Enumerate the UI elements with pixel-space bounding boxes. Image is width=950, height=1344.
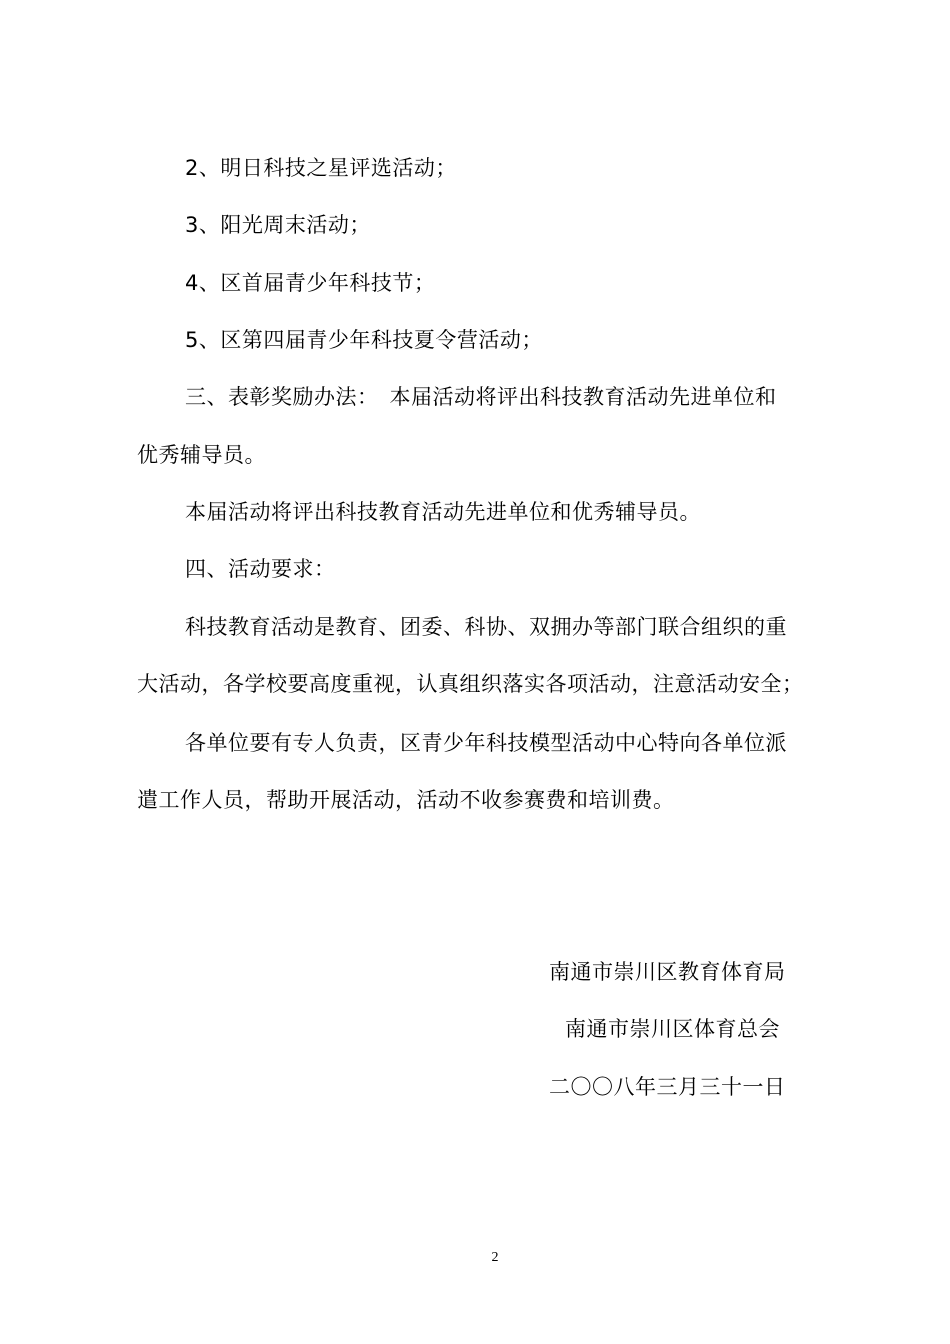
page-number: 2 [491, 1250, 499, 1265]
section3-heading-line: 三、表彰奖励办法： 本届活动将评出科技教育活动先进单位和 [185, 385, 777, 409]
section4-heading: 四、活动要求： [185, 557, 336, 581]
section3-repeat-paragraph: 本届活动将评出科技教育活动先进单位和优秀辅导员。 [185, 500, 701, 524]
section4-paragraph1-line2: 大活动，各学校要高度重视，认真组织落实各项活动，注意活动安全； [137, 672, 804, 696]
list-item-2: 2、明日科技之星评选活动； [185, 156, 457, 180]
section4-paragraph2-line2: 遣工作人员，帮助开展活动，活动不收参赛费和培训费。 [137, 788, 675, 812]
list-item-5: 5、区第四届青少年科技夏令营活动； [185, 328, 543, 352]
list-item-3: 3、阳光周末活动； [185, 213, 371, 237]
section4-paragraph1-line1: 科技教育活动是教育、团委、科协、双拥办等部门联合组织的重 [185, 615, 787, 639]
list-item-4: 4、区首届青少年科技节； [185, 271, 436, 295]
signature-date: 二〇〇八年三月三十一日 [549, 1075, 786, 1099]
section3-line2: 优秀辅导员。 [137, 443, 266, 467]
signature-org-sports-federation: 南通市崇川区体育总会 [565, 1017, 780, 1041]
section4-paragraph2-line1: 各单位要有专人负责，区青少年科技模型活动中心特向各单位派 [185, 731, 787, 755]
signature-org-education-bureau: 南通市崇川区教育体育局 [549, 960, 786, 984]
